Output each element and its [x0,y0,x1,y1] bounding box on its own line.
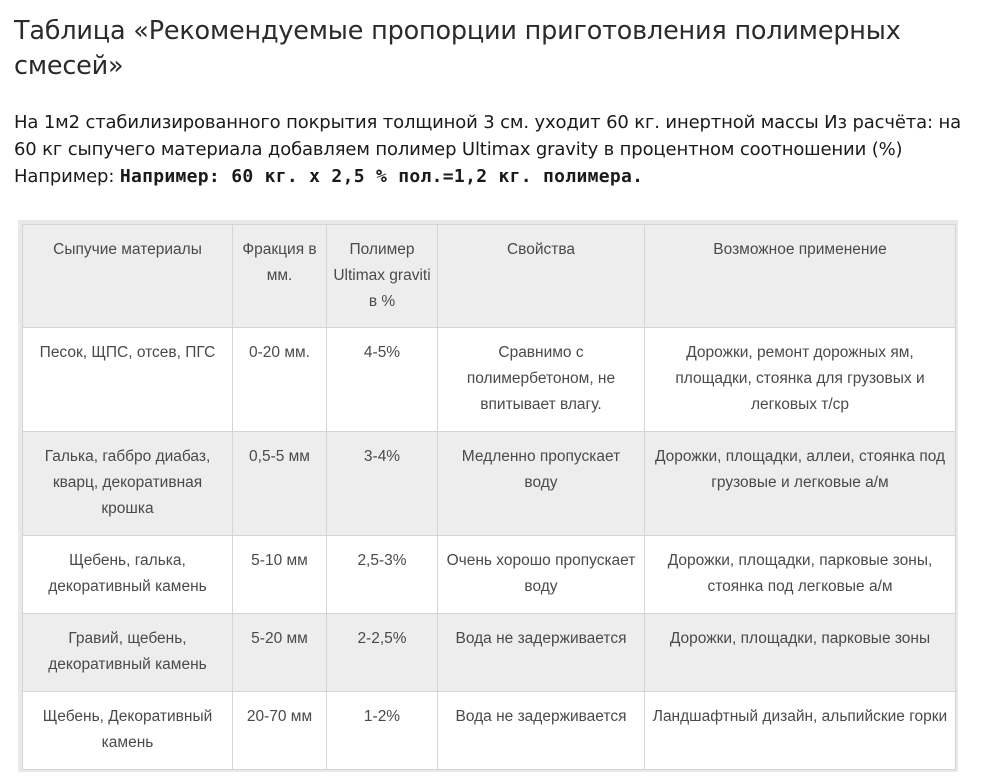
header-fraction: Фракция в мм. [233,225,327,328]
cell-material: Щебень, галька, декоративный камень [23,536,233,614]
intro-paragraph [14,109,1000,190]
cell-application: Дорожки, площадки, аллеи, стоянка под грузовые и легковые а/м [645,432,956,536]
intro-example-formula: Например: 60 кг. х 2,5 % пол.=1,2 кг. полимера. [119,166,644,187]
table-row [23,536,956,614]
intro-line-3 [14,163,1000,190]
cell-material: Гравий, щебень, декоративный камень [23,614,233,692]
cell-fraction: 5-10 мм [233,536,327,614]
intro-line-2: 60 кг сыпучего материала добавляем полимер Ultimax gravity в процентном соотношении (%) [14,139,903,160]
table-row [23,328,956,432]
intro-example-label: Например: [14,166,120,187]
polymer-proportions-table [22,224,956,770]
cell-fraction: 20-70 мм [233,692,327,770]
cell-application: Ландшафтный дизайн, альпийские горки [645,692,956,770]
cell-properties: Медленно пропускает воду [438,432,645,536]
cell-fraction: 0-20 мм. [233,328,327,432]
cell-material: Щебень, Декоративный камень [23,692,233,770]
table-header-row [23,225,956,328]
cell-fraction: 5-20 мм [233,614,327,692]
cell-properties: Очень хорошо пропускает воду [438,536,645,614]
header-materials: Сыпучие материалы [23,225,233,328]
cell-application: Дорожки, ремонт дорожных ям, площадки, стоянка для грузовых и легковых т/ср [645,328,956,432]
cell-material: Песок, ЩПС, отсев, ПГС [23,328,233,432]
cell-properties: Вода не задерживается [438,692,645,770]
header-application: Возможное применение [645,225,956,328]
cell-polymer: 2-2,5% [327,614,438,692]
cell-fraction: 0,5-5 мм [233,432,327,536]
table-row [23,432,956,536]
table-row [23,692,956,770]
header-polymer: Полимер Ultimax graviti в % [327,225,438,328]
cell-properties: Сравнимо с полимербетоном, не впитывает влагу. [438,328,645,432]
cell-properties: Вода не задерживается [438,614,645,692]
cell-material: Галька, габбро диабаз, кварц, декоративная крошка [23,432,233,536]
cell-application: Дорожки, площадки, парковые зоны [645,614,956,692]
cell-polymer: 2,5-3% [327,536,438,614]
intro-line-1: На 1м2 стабилизированного покрытия толщиной 3 см. уходит 60 кг. инертной массы Из расчёта: на [14,112,961,133]
cell-polymer: 3-4% [327,432,438,536]
header-properties: Свойства [438,225,645,328]
cell-polymer: 4-5% [327,328,438,432]
page-title: Таблица «Рекомендуемые пропорции приготовления полимерных смесей» [14,16,901,81]
cell-application: Дорожки, площадки, парковые зоны, стоянка под легковые а/м [645,536,956,614]
table-row [23,614,956,692]
cell-polymer: 1-2% [327,692,438,770]
table-frame [18,220,958,772]
